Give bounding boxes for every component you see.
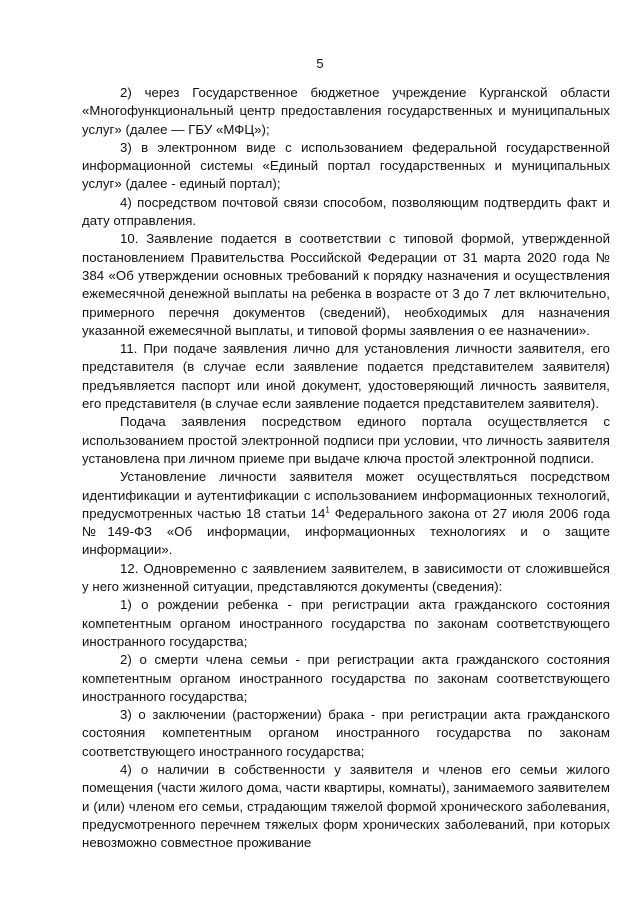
identity-text-before: Установление личности заявителя может осуществляться посредством идентификации и аутентификации с использованием информационных технологий, предусмотренных частью 18 статьи 14 (82, 469, 610, 521)
paragraph-item-2: 2) через Государственное бюджетное учреждение Курганской области «Многофункциональный центр предоставления государственных и муниципальных услуг» (далее — ГБУ «МФЦ»); (82, 85, 610, 137)
paragraph-doc-item-1: 1) о рождении ребенка - при регистрации акта гражданского состояния компетентным органом иностранного государства по законам соответствующего иностранного государства; (82, 597, 610, 649)
paragraph-item-4: 4) посредством почтовой связи способом, позволяющим подтвердить факт и дату отправления. (82, 194, 610, 229)
paragraph-section-12: 12. Одновременно с заявлением заявителем, в зависимости от сложившейся у него жизненной ситуации, представляются документы (сведения): (82, 560, 610, 595)
superscript-mark: 1 (325, 505, 330, 515)
paragraph-doc-item-4: 4) о наличии в собственности у заявителя и членов его семьи жилого помещения (части жилого дома, части квартиры, комнаты), занимаемого заявителем и (или) членом его семьи, страдающим тяжелой формой хронического заболевания, предусмотренного перечнем тяжелых форм хронических заболеваний, при которых невозможно совместное проживание (82, 761, 610, 851)
paragraph-item-3: 3) в электронном виде с использованием федеральной государственной информационной системы «Единый портал государственных и муниципальных услуг» (далее - единый портал); (82, 139, 610, 192)
page-number: 5 (316, 56, 324, 71)
paragraph-identity-verification (82, 468, 610, 559)
paragraph-portal-submission: Подача заявления посредством единого портала осуществляется с использованием простой электронной подписи при условии, что личность заявителя установлена при личном приеме при выдаче ключа простой электронной подписи. (82, 414, 610, 466)
identity-text-after: Федерального закона от 27 июля 2006 года №149-ФЗ «Об информации, информационных технологиях и о защите информации». (82, 505, 610, 558)
document-body (82, 84, 610, 852)
paragraph-doc-item-2: 2) о смерти члена семьи - при регистрации акта гражданского состояния компетентным органом иностранного государства по законам соответствующего иностранного государства; (82, 652, 610, 704)
paragraph-section-10: 10. Заявление подается в соответствии с типовой формой, утвержденной постановлением Правительства Российской Федерации от 31 марта 2020 года № 384 «Об утверждении основных требований к порядку назначения и осуществления ежемесячной денежной выплаты на ребенка в возрасте от 3 до 7 лет включительно, примерного перечня документов (сведений), необходимых для назначения указанной ежемесячной выплаты, и типовой формы заявления о ее назначении». (82, 231, 610, 338)
paragraph-doc-item-3: 3) о заключении (расторжении) брака - при регистрации акта гражданского состояния компетентным органом иностранного государства по законам соответствующего иностранного государства; (82, 707, 610, 759)
paragraph-section-11: 11. При подаче заявления лично для установления личности заявителя, его представителя (в случае если заявление подается представителем заявителя) предъявляется паспорт или иной документ, удостоверяющий личность заявителя, его представителя (в случае если заявление подается представителем заявителя). (82, 341, 610, 412)
